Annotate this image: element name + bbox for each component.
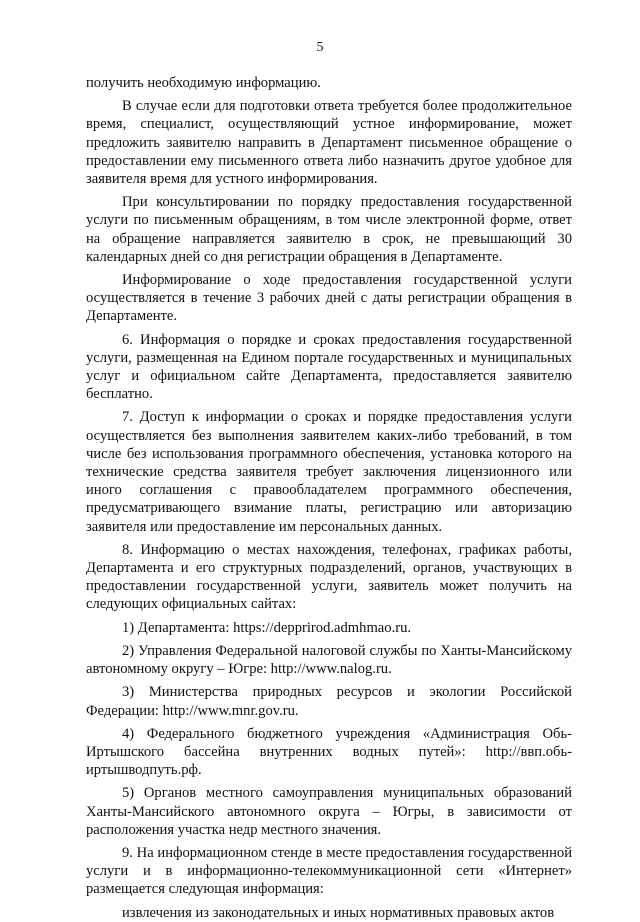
list-item: 5) Органов местного самоуправления муниципальных образований Ханты-Мансийского автономного округа – Югры, в зависимости от расположения участка недр местного значения. [86, 785, 572, 838]
paragraph: Информирование о ходе предоставления государственной услуги осуществляется в течение 3 рабочих дней с даты регистрации обращения в Департаменте. [86, 272, 572, 325]
paragraph: При консультировании по порядку предоставления государственной услуги по письменным обращениям, в том числе электронной форме, ответ на обращение направляется заявителю в срок, не превышающий 30 календарных дней со дня регистрации обращения в Департаменте. [86, 194, 572, 265]
paragraph-item-9: 9. На информационном стенде в месте предоставления государственной услуги и в информационно-телекоммуникационной сети «Интернет» размещается следующая информация: [86, 844, 572, 898]
paragraph: извлечения из законодательных и иных нормативных правовых актов [122, 904, 555, 921]
list-item: 4) Федерального бюджетного учреждения «Администрация Обь-Иртышского бассейна внутренних водных путей»: http://ввп.обь-иртышводпуть.рф. [86, 725, 572, 779]
paragraph-item-8: 8. Информацию о местах нахождения, телефонах, графиках работы, Департамента и его структурных подразделений, органов, участвующих в предоставлении государственной услуги, заявитель может получить на следующих официальных сайтах: [86, 541, 572, 613]
page-number: 5 [316, 40, 324, 55]
document-body [86, 74, 572, 922]
paragraph-item-6: 6. Информация о порядке и сроках предоставления государственной услуги, размещенная на Едином портале государственных и муниципальных услуг и официальном сайте Департамента, предоставляется заявителю бесплатно. [86, 331, 572, 403]
list-item: 3) Министерства природных ресурсов и экологии Российской Федерации: http://www.mnr.gov.ru. [86, 684, 572, 719]
paragraph: В случае если для подготовки ответа требуется более продолжительное время, специалист, осуществляющий устное информирование, может предложить заявителю направить в Департамент письменное обращение о предоставлении ему письменного ответа либо назначить другое удобное для заявителя время для устного информирования. [86, 98, 572, 188]
list-item: 2) Управления Федеральной налоговой службы по Ханты-Мансийскому автономному округу – Югре: http://www.nalog.ru. [86, 642, 572, 678]
paragraph-item-7: 7. Доступ к информации о сроках и порядке предоставления услуги осуществляется без выполнения заявителем каких-либо требований, в том числе без использования программного обеспечения, установка которого на технические средства заявителя требует заключения лицензионного или иного соглашения с правообладателем программного обеспечения, предусматривающего взимание платы, регистрацию или авторизацию заявителя или предоставление им персональных данных. [86, 409, 572, 535]
paragraph: получить необходимую информацию. [86, 75, 321, 91]
list-item: 1) Департамента: https://depprirod.admhmao.ru. [122, 619, 412, 636]
